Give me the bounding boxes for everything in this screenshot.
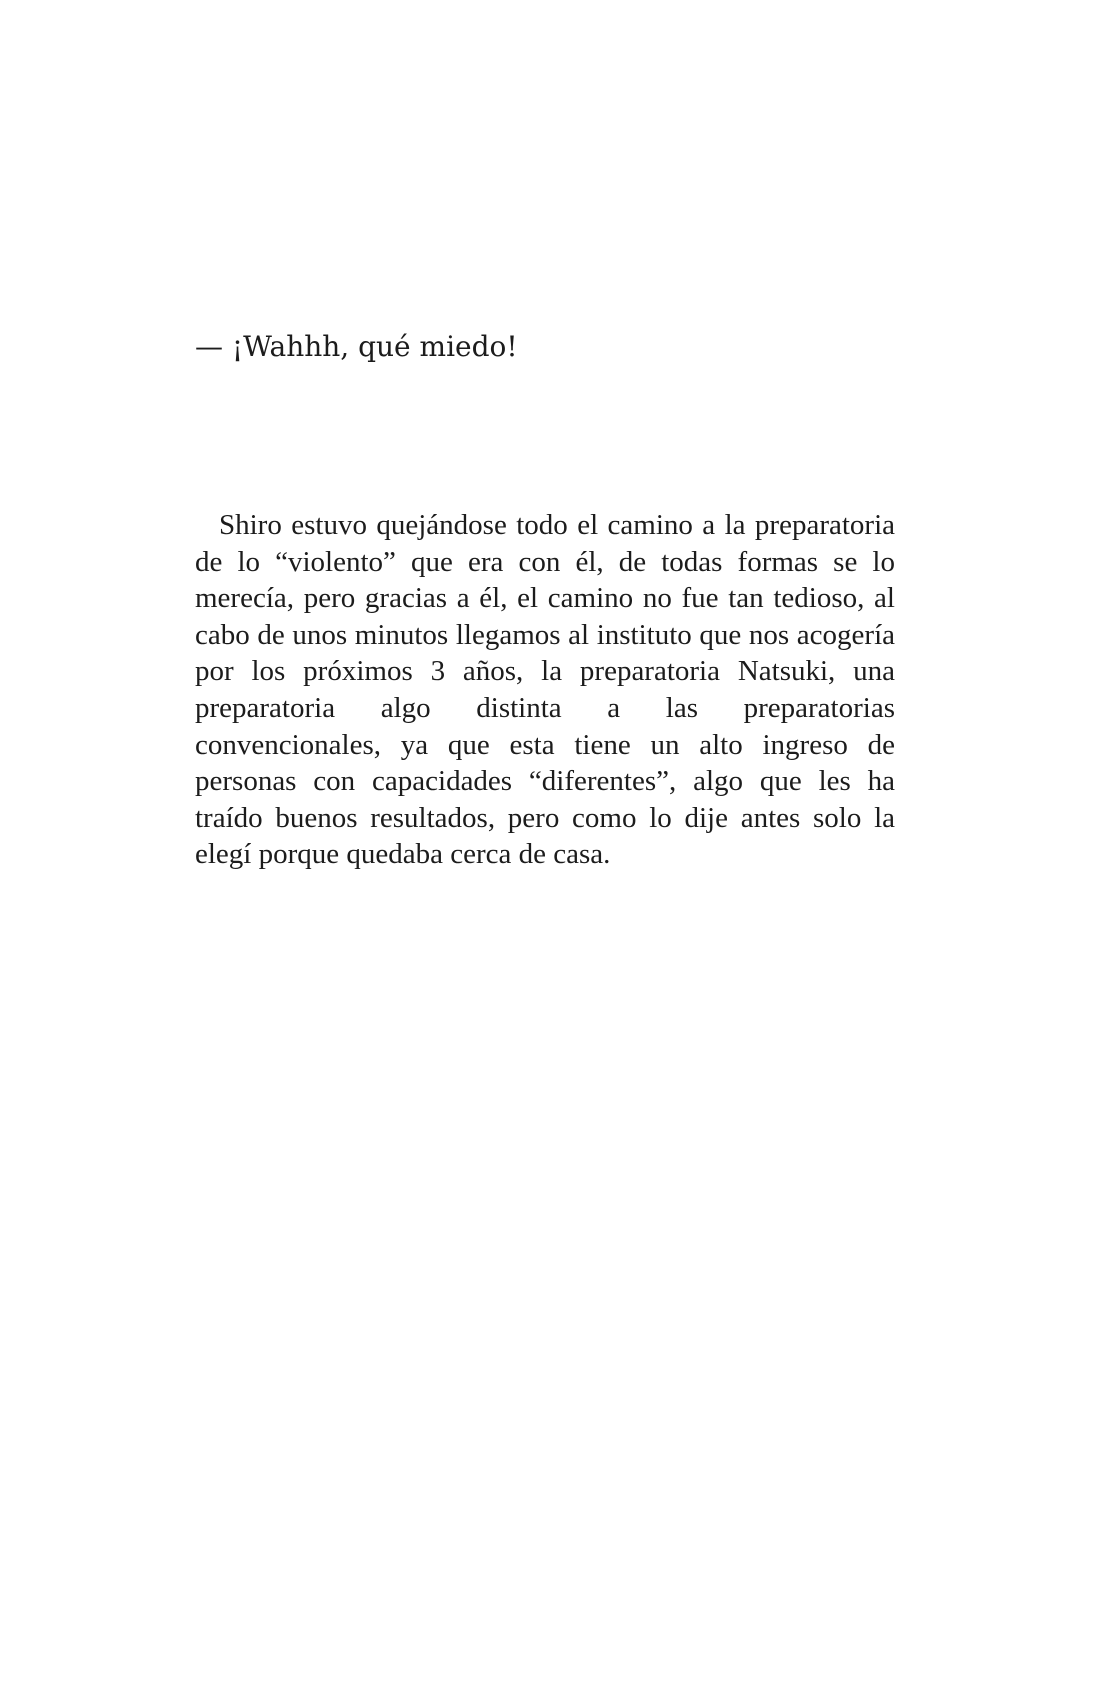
body-paragraph: Shiro estuvo quejándose todo el camino a la preparatoria de lo “violento” que era con él, de todas formas se lo merecía, pero gracias a él, el camino no fue tan tedioso, al cabo de unos minutos llegamos al instituto que nos acogería por los próximos 3 años, la preparatoria Natsuki, una preparatoria algo distinta a las preparatorias convencionales, ya que esta tiene un alto ingreso de personas con capacidades “diferentes”, algo que les ha traído buenos resultados, pero como lo dije antes solo la elegí porque quedaba cerca de casa. bbox=[195, 509, 895, 871]
dialogue-line: — ¡Wahhh, qué miedo! bbox=[195, 330, 518, 363]
